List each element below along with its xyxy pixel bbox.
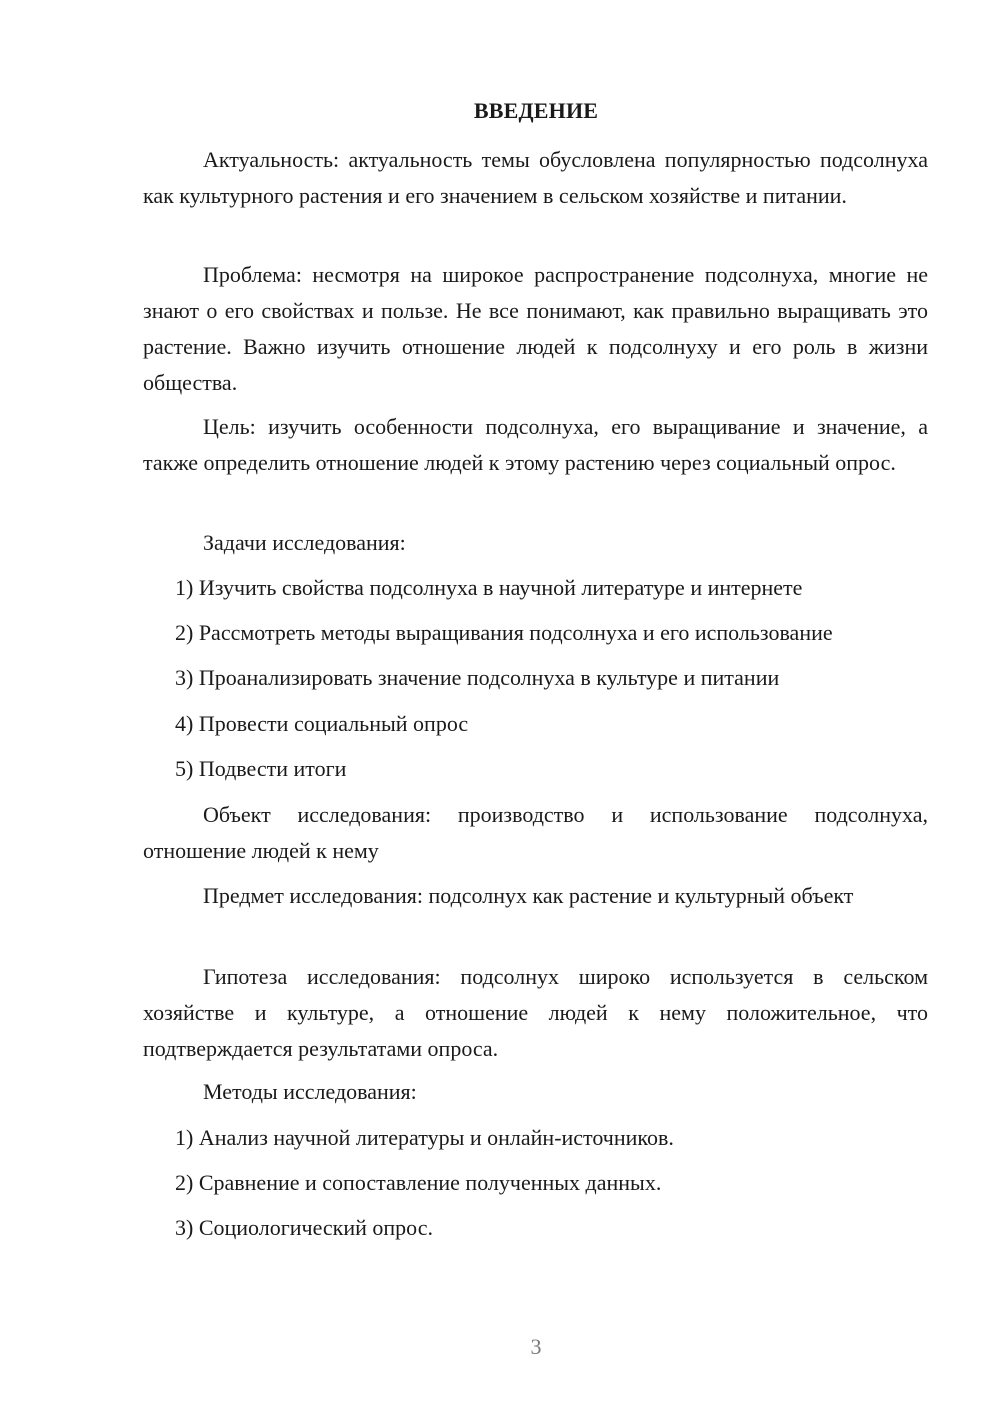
tasks-heading: Задачи исследования: <box>203 530 406 555</box>
task-item: 3) Проанализировать значение подсолнуха в культуре и питании <box>175 665 780 690</box>
task-item: 2) Рассмотреть методы выращивания подсолнуха и его использование <box>175 620 833 645</box>
methods-heading: Методы исследования: <box>203 1079 417 1104</box>
hypothesis-paragraph: Гипотеза исследования: подсолнух широко используется в сельском хозяйстве и культуре, а отношение людей к нему положительное, что подтверждается результатами опроса. <box>143 964 928 1061</box>
page-number: 3 <box>530 1334 542 1359</box>
goal-paragraph: Цель: изучить особенности подсолнуха, его выращивание и значение, а также определить отношение людей к этому растению через социальный опрос. <box>143 414 928 475</box>
relevance-paragraph: Актуальность: актуальность темы обусловлена популярностью подсолнуха как культурного растения и его значением в сельском хозяйстве и питании. <box>143 147 928 208</box>
page-title: ВВЕДЕНИЕ <box>473 98 599 123</box>
method-item: 2) Сравнение и сопоставление полученных данных. <box>175 1170 662 1195</box>
problem-paragraph: Проблема: несмотря на широкое распространение подсолнуха, многие не знают о его свойствах и пользе. Не все понимают, как правильно выращивать это растение. Важно изучить отношение людей к подсолнуху и его роль в жизни общества. <box>143 262 928 395</box>
task-item: 4) Провести социальный опрос <box>175 711 469 736</box>
object-paragraph: Объект исследования: производство и использование подсолнуха, отношение людей к нему <box>143 802 928 863</box>
subject-paragraph: Предмет исследования: подсолнух как растение и культурный объект <box>203 883 854 908</box>
method-item: 3) Социологический опрос. <box>175 1215 433 1240</box>
method-item: 1) Анализ научной литературы и онлайн-источников. <box>175 1125 674 1150</box>
task-item: 5) Подвести итоги <box>175 756 347 781</box>
task-item: 1) Изучить свойства подсолнуха в научной литературе и интернете <box>175 575 803 600</box>
